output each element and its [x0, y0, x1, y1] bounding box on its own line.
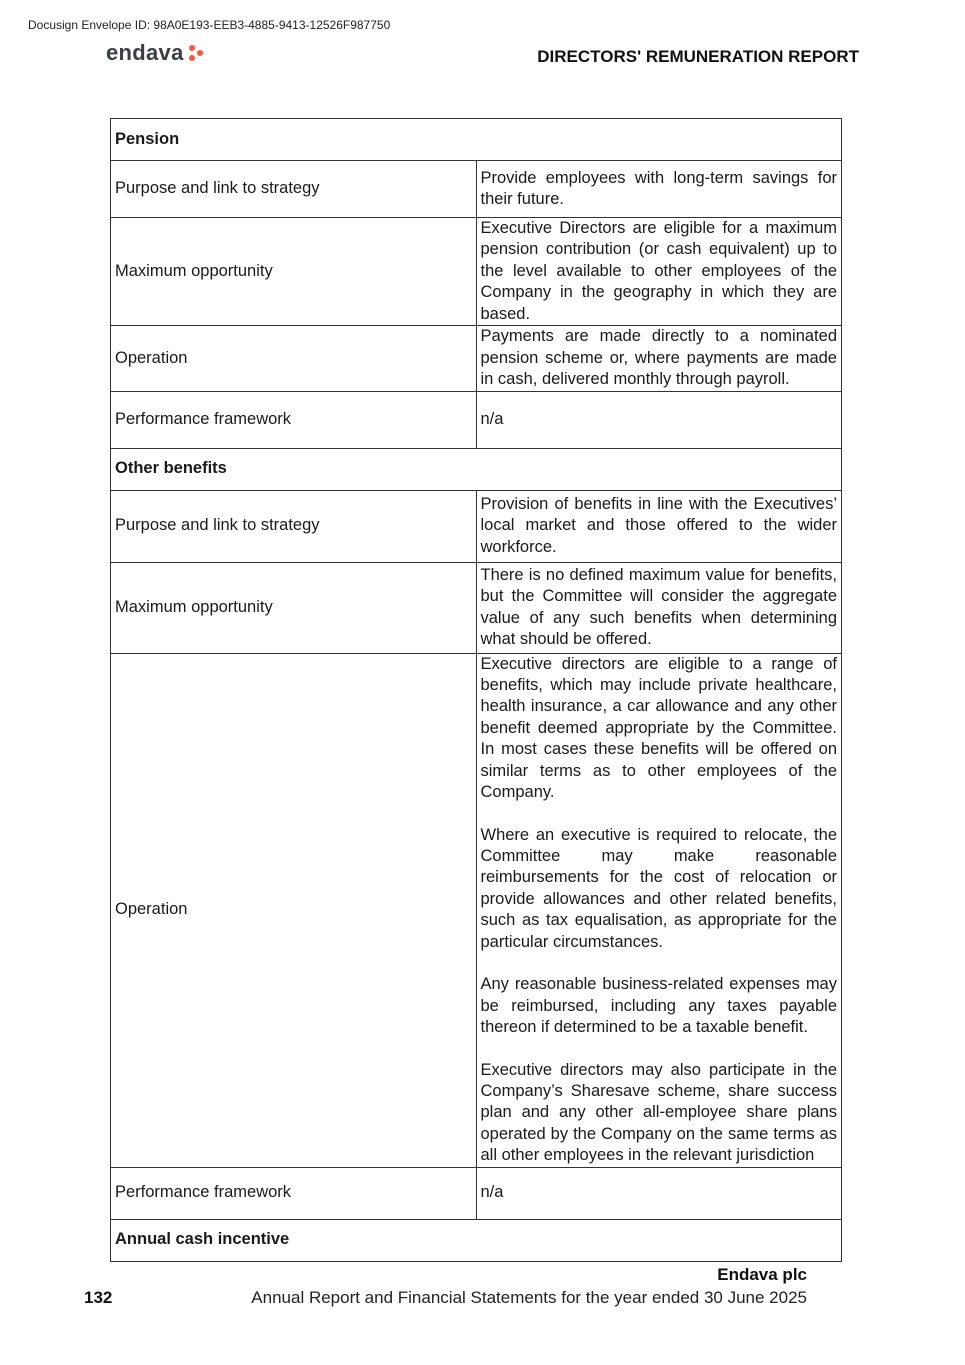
page-number: 132: [84, 1288, 113, 1307]
row-value-operation: Payments are made directly to a nominated pension scheme or, where payments are made in cash, delivered monthly through payroll.: [476, 326, 842, 391]
row-value-maximum: There is no defined maximum value for benefits, but the Committee will consider the aggregate value of any such benefits when determining what should be offered.: [476, 562, 842, 653]
row-value-operation: [476, 653, 842, 1167]
row-label-performance: Performance framework: [111, 1167, 477, 1219]
operation-paragraph: Any reasonable business-related expenses may be reimbursed, including any taxes payable thereon if determined to be a taxable benefit.: [480, 975, 837, 1037]
section-title-annual-cash-incentive: Annual cash incentive: [111, 1219, 842, 1261]
operation-paragraph: Executive directors may also participate in the Company’s Sharesave scheme, share success plan and any other all-employee share plans operated by the Company on the same terms as all other employees in the relevant jurisdiction: [480, 1060, 837, 1165]
row-label-operation: Operation: [111, 653, 477, 1167]
table-row: [111, 218, 842, 326]
docusign-envelope-id: Docusign Envelope ID: 98A0E193-EEB3-4885-9413-12526F987750: [28, 18, 391, 32]
row-label-purpose: Purpose and link to strategy: [111, 161, 477, 218]
table-row: [111, 1167, 842, 1219]
row-value-performance: n/a: [476, 391, 842, 448]
row-label-maximum: Maximum opportunity: [111, 562, 477, 653]
table-row: [111, 562, 842, 653]
footer-description: Annual Report and Financial Statements for the year ended 30 June 2025: [251, 1288, 807, 1307]
row-label-operation: Operation: [111, 326, 477, 391]
row-value-purpose: Provide employees with long-term savings for their future.: [476, 161, 842, 218]
table-row: [111, 391, 842, 448]
row-value-purpose: Provision of benefits in line with the Executives’ local market and those offered to the wider workforce.: [476, 490, 842, 562]
footer-company: Endava plc: [717, 1265, 807, 1284]
section-title-pension: Pension: [111, 119, 842, 161]
operation-paragraph: Where an executive is required to relocate, the Committee may make reasonable reimbursements for the cost of relocation or provide allowances and other related benefits, such as tax equalisation, as appropriate for the particular circumstances.: [480, 825, 837, 951]
table-row: [111, 653, 842, 1167]
operation-paragraph: Executive directors are eligible to a range of benefits, which may include private healthcare, health insurance, a car allowance and any other benefit deemed appropriate by the Committee. In most cases these benefits will be offered on similar terms as to other employees of the Company.: [480, 654, 837, 802]
row-label-maximum: Maximum opportunity: [111, 218, 477, 326]
table-row: [111, 326, 842, 391]
remuneration-policy-table: [110, 118, 842, 1262]
section-title-other-benefits: Other benefits: [111, 448, 842, 490]
row-label-performance: Performance framework: [111, 391, 477, 448]
endava-logo: [106, 40, 205, 66]
table-row: [111, 161, 842, 218]
row-label-purpose: Purpose and link to strategy: [111, 490, 477, 562]
section-row-other-benefits: [111, 448, 842, 490]
report-title: DIRECTORS' REMUNERATION REPORT: [537, 47, 859, 66]
section-row-pension: [111, 119, 842, 161]
table-row: [111, 490, 842, 562]
row-value-maximum: Executive Directors are eligible for a maximum pension contribution (or cash equivalent) up to the level available to other employees of the Company in the geography in which they are based.: [476, 218, 842, 326]
endava-mark-icon: [187, 44, 205, 62]
section-row-annual-cash-incentive: [111, 1219, 842, 1261]
logo-wordmark: endava: [106, 40, 184, 65]
row-value-performance: n/a: [476, 1167, 842, 1219]
